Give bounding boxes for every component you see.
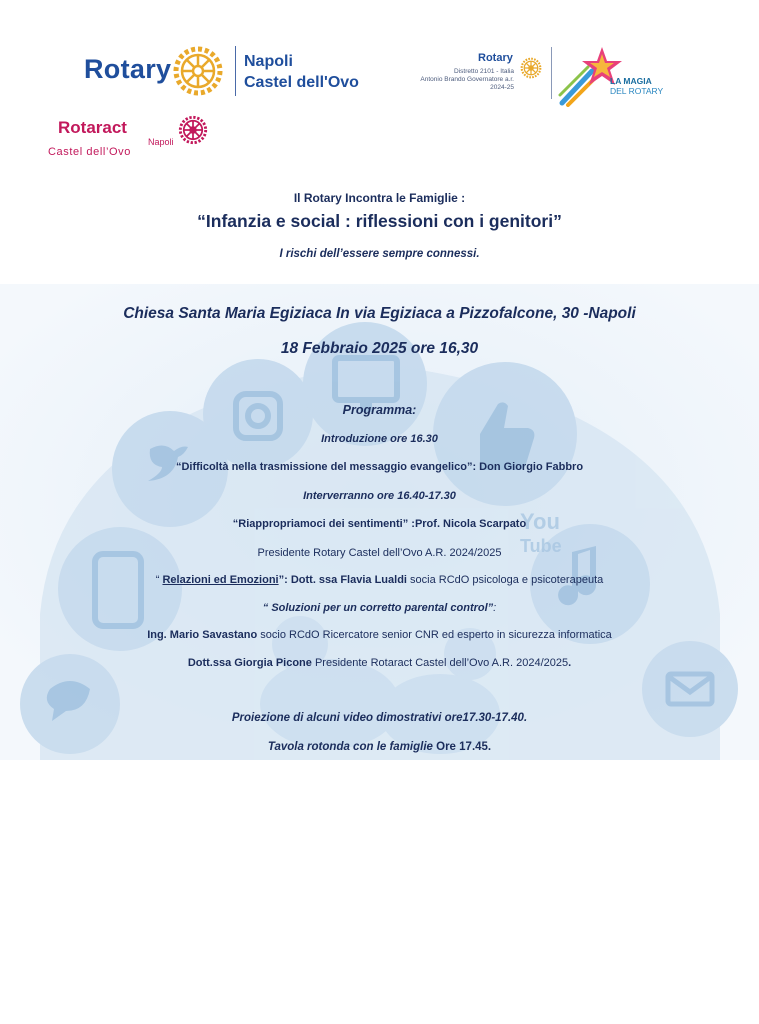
program-introduction: Introduzione ore 16.30 (321, 433, 438, 445)
rotaract-wordmark: Rotaract (58, 118, 127, 137)
program-talk-1 (0, 461, 759, 473)
district-logo (398, 47, 678, 107)
svg-text:Tube: Tube (520, 536, 562, 556)
event-intro: Il Rotary Incontra le Famiglie : (293, 191, 466, 205)
district-details: Distretto 2101 - Italia Antonio Brando Governatore a.r. 2024-25 (420, 68, 514, 91)
talk-4-speaker-1: Ing. Mario Savastano socio RCdO Ricercatore senior CNR ed esperto in sicurezza informatica (147, 629, 612, 641)
rotary-wheel-small-icon (520, 57, 542, 79)
talk-1-speaker: Don Giorgio Fabbro (476, 461, 584, 473)
district-divider (551, 47, 552, 99)
magia-del-rotary: LA MAGIA DEL ROTARY (610, 76, 664, 96)
speaker-savastano: Ing. Mario Savastano (147, 629, 258, 641)
program-heading: Programma: (342, 403, 417, 417)
talk-2-title: “Riappropriamoci dei sentimenti” (232, 518, 409, 530)
club-name: Napoli Castel dell'Ovo (244, 53, 359, 91)
program-speakers-heading: Interverranno ore 16.40-17.30 (303, 490, 456, 502)
district-rotary-wordmark: Rotary (478, 52, 513, 64)
program-round-table: Tavola rotonda con le famiglie Ore 17.45. (267, 741, 492, 753)
talk-4-title: “ Soluzioni per un corretto parental control” (262, 602, 494, 614)
program-talk-3: “ Relazioni ed Emozioni”: Dott. ssa Flavia Lualdi socia RCdO psicologa e psicoterapeuta (155, 574, 604, 586)
talk-3-title: Relazioni ed Emozioni (162, 574, 279, 586)
talk-2-role: Presidente Rotary Castel dell’Ovo A.R. 2024/2025 (257, 547, 502, 559)
rotaract-logo: Rotaract Napoli Castel dell’Ovo (48, 115, 208, 159)
svg-text:You: You (520, 509, 560, 534)
logo-divider (235, 46, 236, 96)
program-talk-4: “ Soluzioni per un corretto parental control”: (262, 602, 497, 614)
event-title: “Infanzia e social : riflessioni con i genitori” (197, 211, 562, 231)
rotary-wordmark: Rotary (84, 54, 172, 84)
event-subtitle: I rischi dell’essere sempre connessi. (279, 248, 480, 260)
event-venue: Chiesa Santa Maria Egiziaca In via Egiziaca a Pizzofalcone, 30 -Napoli (123, 305, 636, 322)
program-projection: Proiezione di alcuni video dimostrativi ore17.30-17.40. (231, 712, 528, 724)
talk-3-speaker: Dott. ssa Flavia Lualdi (290, 574, 407, 586)
talk-3-role: socia RCdO psicologa e psicoterapeuta (406, 574, 604, 586)
rotary-wheel-icon (172, 45, 224, 97)
rotaract-wheel-icon (178, 115, 208, 145)
speaker-picone: Dott.ssa Giorgia Picone (187, 657, 312, 669)
talk-2-speaker: :Prof. Nicola Scarpato (408, 518, 527, 530)
event-datetime: 18 Febbraio 2025 ore 16,30 (280, 340, 479, 357)
talk-4-speaker-2: Dott.ssa Giorgia Picone Presidente Rotaract Castel dell’Ovo A.R. 2024/2025. (187, 657, 572, 669)
program-talk-2 (0, 518, 759, 530)
talk-1-title: “Difficoltà nella trasmissione del messaggio evangelico”: (175, 461, 477, 473)
